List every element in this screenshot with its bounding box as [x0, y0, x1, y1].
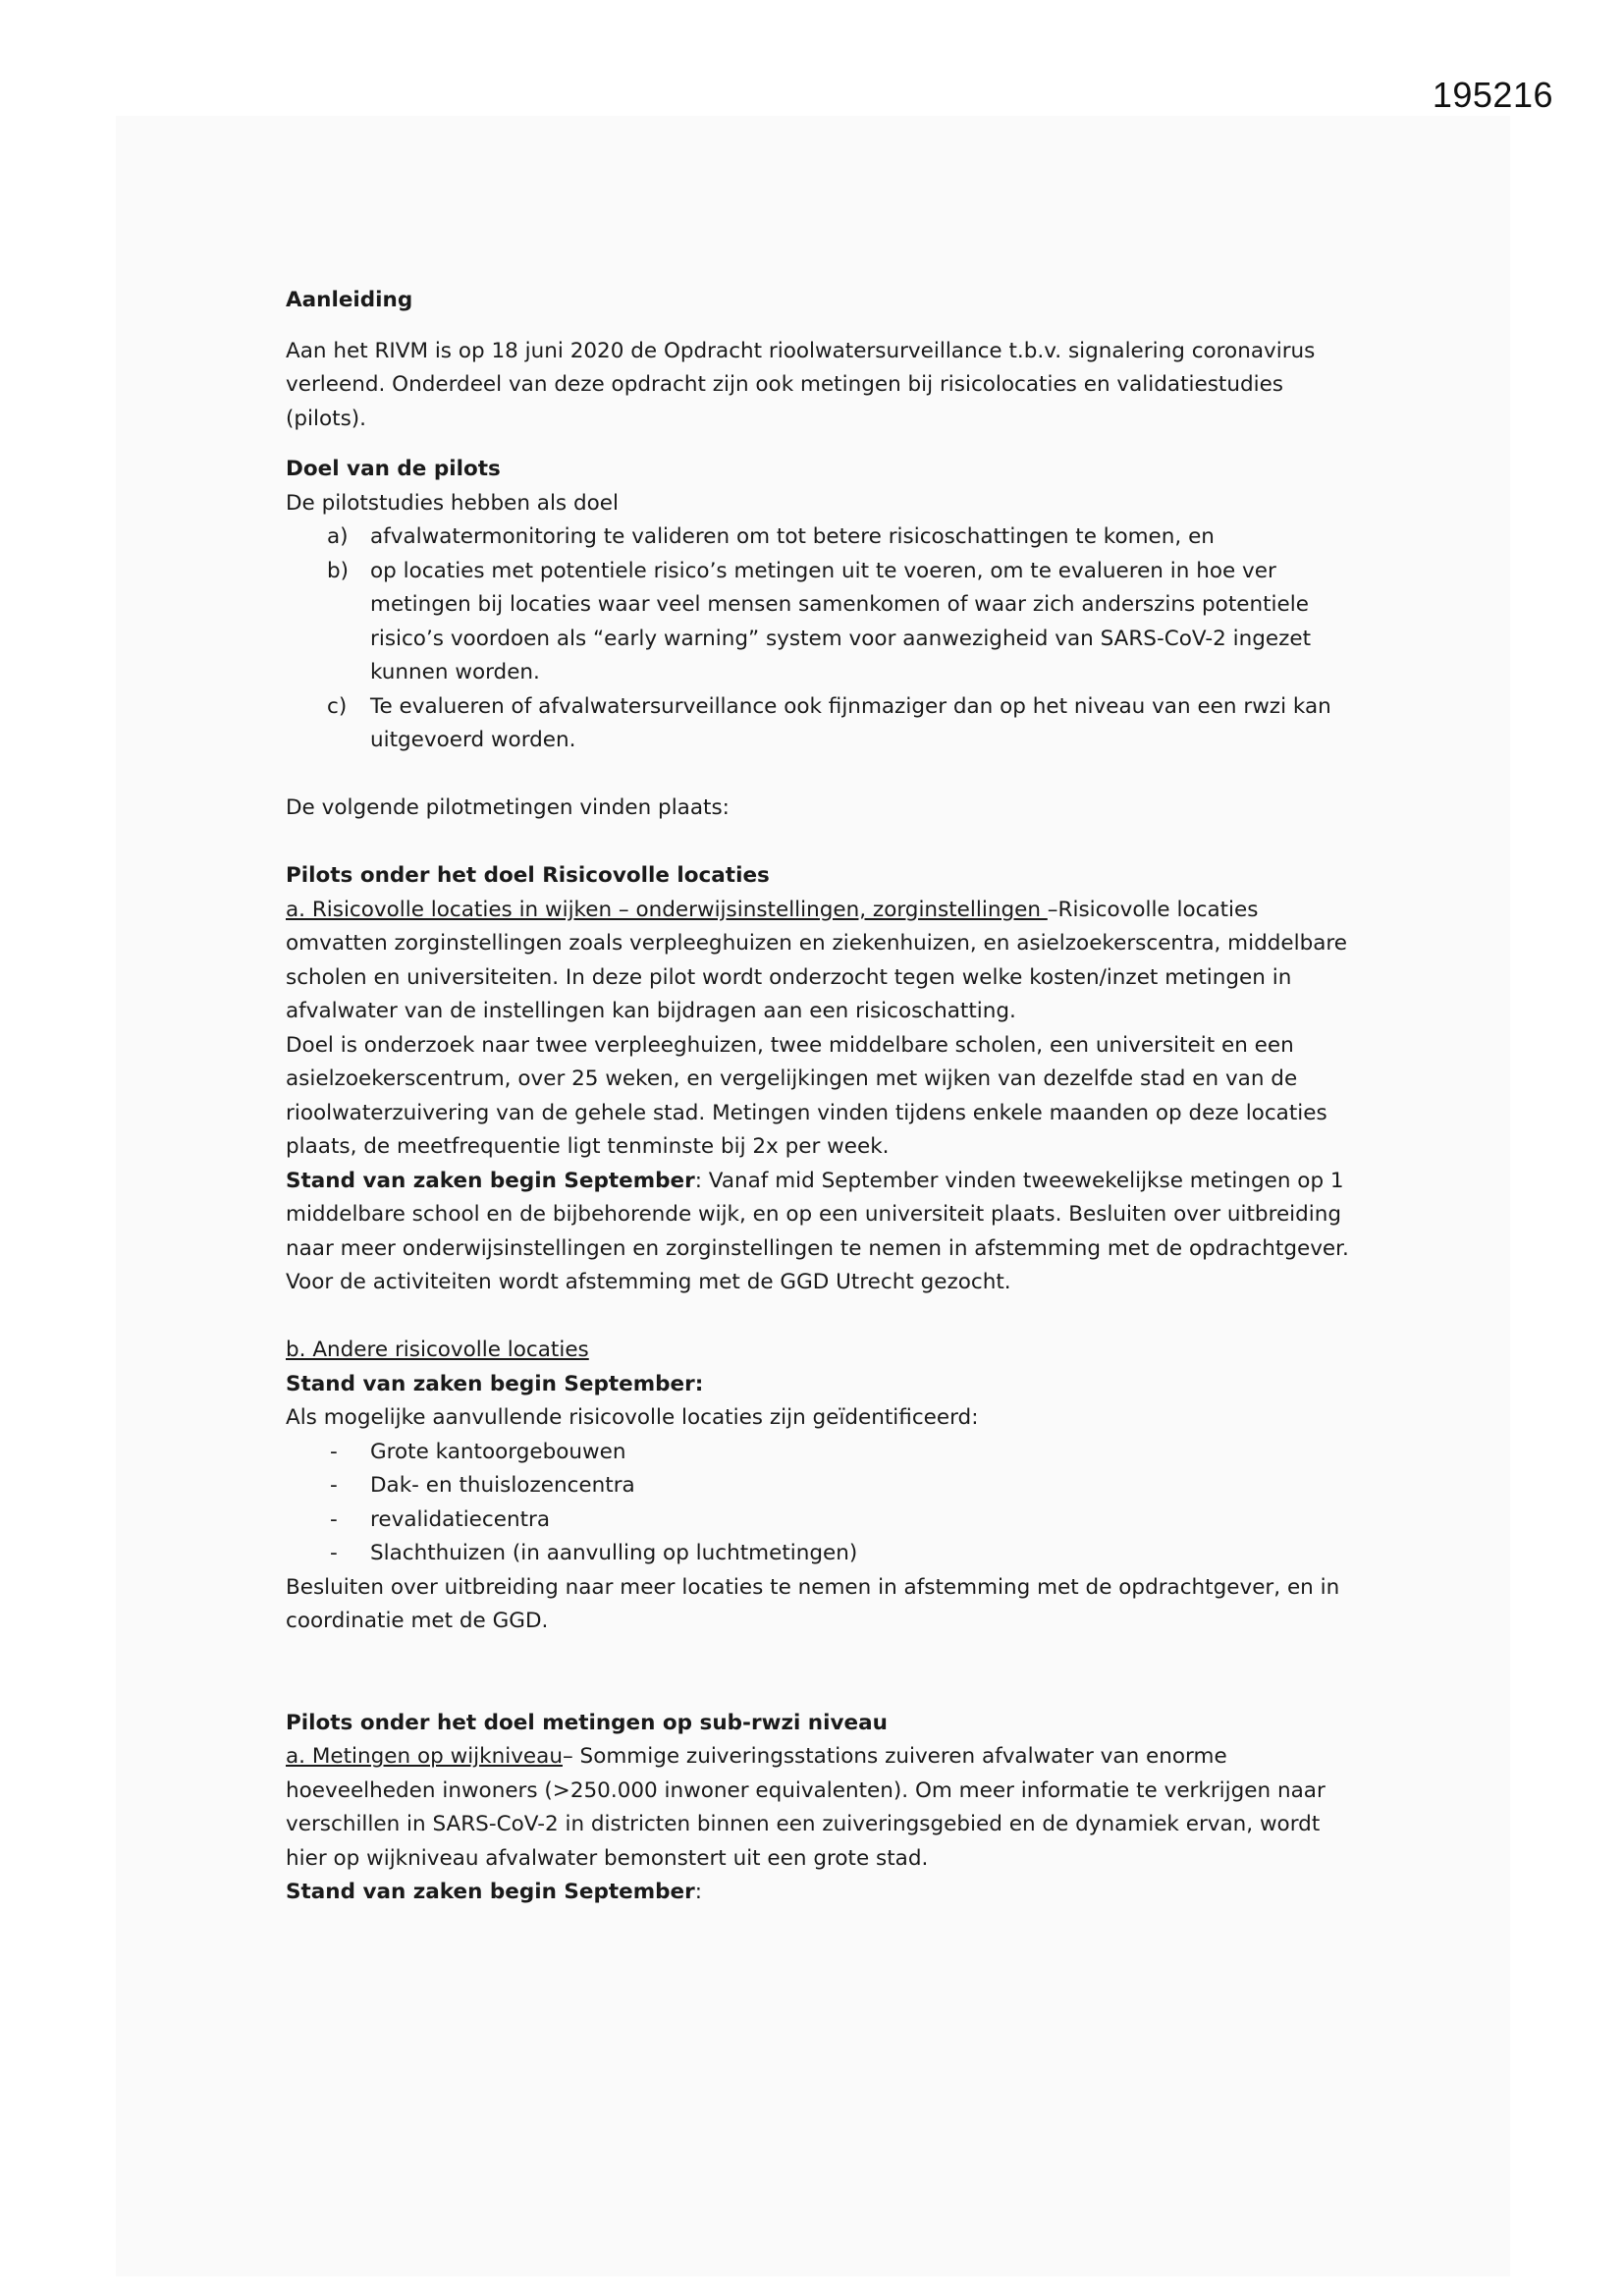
- list-item: [286, 1436, 1366, 1470]
- section-heading-doel: Doel van de pilots: [286, 457, 501, 481]
- doel-list: [286, 520, 1366, 758]
- subrwzi-a-stand-paragraph: [286, 1876, 1366, 1910]
- section-heading-aanleiding: Aanleiding: [286, 288, 413, 312]
- list-item: [286, 690, 1366, 758]
- risico-b-intro: Als mogelijke aanvullende risicovolle locaties zijn geïdentificeerd:: [286, 1405, 979, 1430]
- section-heading-risicovolle-locaties: Pilots onder het doel Risicovolle locaties: [286, 863, 770, 888]
- document-number: 195216: [1432, 75, 1553, 115]
- subrwzi-a-paragraph: [286, 1740, 1366, 1876]
- stand-van-zaken-label: Stand van zaken begin September: [286, 1880, 695, 1904]
- list-item-text: Slachthuizen (in aanvulling op luchtmetingen): [370, 1541, 858, 1565]
- aanleiding-paragraph: Aan het RIVM is op 18 juni 2020 de Opdracht rioolwatersurveillance t.b.v. signalering coronavirus verleend. Onderdeel van deze opdracht zijn ook metingen bij risicolocaties en validatiestudies (pilots).: [286, 338, 1316, 431]
- list-item-text: Dak- en thuislozencentra: [370, 1473, 635, 1498]
- section-heading-sub-rwzi: Pilots onder het doel metingen op sub-rwzi niveau: [286, 1710, 888, 1735]
- stand-van-zaken-colon: :: [694, 1880, 702, 1904]
- list-marker: c): [327, 693, 348, 719]
- risico-a-doel-paragraph: Doel is onderzoek naar twee verpleeghuizen, twee middelbare scholen, een universiteit en een asielzoekerscentrum, over 25 weken, en vergelijkingen met wijken van dezelfde stad en van de rioolwaterzuivering van de gehele stad. Metingen vinden tijdens enkele maanden op deze locaties plaats, de meetfrequentie ligt tenminste bij 2x per week.: [286, 1032, 1327, 1159]
- list-item: [286, 1537, 1366, 1571]
- subrwzi-a-text: – Sommige zuiveringsstations zuiveren afvalwater van enorme hoeveelheden inwoners (>250.000 inwoner equivalenten). Om meer informatie te verkrijgen naar verschillen in SARS-CoV-2 in districten binnen een zuiveringsgebied en de dynamiek ervan, wordt hier op wijkniveau afvalwater bemonstert uit een grote stad.: [286, 1744, 1326, 1871]
- list-item: [286, 1503, 1366, 1538]
- list-item-text: afvalwatermonitoring te valideren om tot betere risicoschattingen te komen, en: [370, 524, 1215, 549]
- list-item: [286, 1469, 1366, 1503]
- list-marker: b): [327, 558, 350, 583]
- risico-a-stand-paragraph: [286, 1165, 1366, 1300]
- risico-b-title: b. Andere risicovolle locaties: [286, 1338, 589, 1362]
- list-item: [286, 555, 1366, 690]
- list-marker: a): [327, 524, 349, 549]
- risico-a-paragraph: [286, 894, 1366, 1029]
- list-item-text: Grote kantoorgebouwen: [370, 1439, 626, 1464]
- stand-van-zaken-label: Stand van zaken begin September: [286, 1168, 695, 1193]
- list-item: [286, 520, 1366, 555]
- risico-b-besluiten: Besluiten over uitbreiding naar meer locaties te nemen in afstemming met de opdrachtgever, en in coordinatie met de GGD.: [286, 1574, 1340, 1633]
- list-item-text: Te evalueren of afvalwatersurveillance ook fijnmaziger dan op het niveau van een rwzi kan uitgevoerd worden.: [370, 693, 1331, 752]
- list-item-text: revalidatiecentra: [370, 1506, 551, 1532]
- risico-b-list: [286, 1436, 1366, 1571]
- subrwzi-a-title: a. Metingen op wijkniveau: [286, 1744, 563, 1769]
- volgende-paragraph: De volgende pilotmetingen vinden plaats:: [286, 795, 730, 820]
- risico-a-text: –Risicovolle locaties omvatten zorginstellingen zoals verpleeghuizen en ziekenhuizen, en asielzoekerscentra, middelbare scholen en universiteiten. In deze pilot wordt onderzocht tegen welke kosten/inzet metingen in afvalwater van de instellingen kan bijdragen aan een risicoschatting.: [286, 897, 1347, 1023]
- stand-van-zaken-text: : Vanaf mid September vinden tweewekelijkse metingen op 1 middelbare school en de bijbehorende wijk, en op een universiteit plaats. Besluiten over uitbreiding naar meer onderwijsinstellingen en zorginstellingen te nemen in afstemming met de opdrachtgever. Voor de activiteiten wordt afstemming met de GGD Utrecht gezocht.: [286, 1168, 1349, 1294]
- risico-b-stand-label: Stand van zaken begin September:: [286, 1371, 704, 1396]
- list-marker: -: [330, 1541, 338, 1565]
- doel-intro: De pilotstudies hebben als doel: [286, 490, 619, 516]
- list-marker: -: [330, 1439, 338, 1464]
- list-item-text: op locaties met potentiele risico’s metingen uit te voeren, om te evalueren in hoe ver metingen bij locaties waar veel mensen samenkomen of waar zich anderszins potentiele risico’s voordoen als “early warning” system voor aanwezigheid van SARS-CoV-2 ingezet kunnen worden.: [370, 558, 1312, 684]
- risico-a-title: a. Risicovolle locaties in wijken – onderwijsinstellingen, zorginstellingen: [286, 897, 1048, 922]
- list-marker: -: [330, 1473, 338, 1498]
- document-body: [286, 284, 1366, 1910]
- list-marker: -: [330, 1506, 338, 1532]
